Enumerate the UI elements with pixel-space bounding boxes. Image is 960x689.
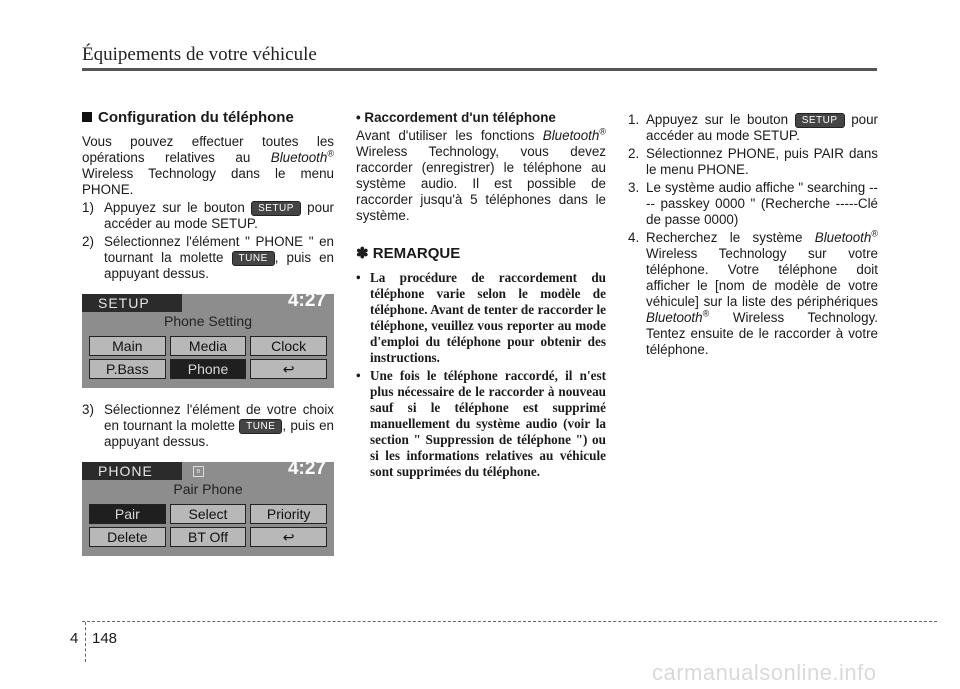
step-4: 4. Recherchez le système Bluetooth® Wireless Technology sur votre téléphone. Votre téléphone doit afficher le [nom de modèle de votre véhicule] sur la liste des périphériques Bluetooth® Wireless Technology. Tentez ensuite de le raccorder à votre téléphone. (628, 228, 878, 357)
tune-knob-badge: TUNE (239, 419, 282, 434)
setup-button-badge: SETUP (795, 113, 845, 128)
pairing-paragraph: Avant d'utiliser les fonctions Bluetooth® Wireless Technology, vous devez raccorder (enregistrer) le téléphone au système audio. Il est possible de raccorder jusqu'à 5 téléphones dans le système. (356, 126, 606, 223)
return-icon: ↩ (250, 359, 327, 379)
screen-button-pair: Pair (89, 504, 166, 524)
list-item: • Une fois le téléphone raccordé, il n'est plus nécessaire de le raccorder à nouveau sauf si le téléphone est supprimé manuellement du système audio (voir la section " Suppression de téléphone ") ou si les informations relatives au véhicule sont supprimées du téléphone. (356, 368, 606, 479)
step-3: 3) Sélectionnez l'élément de votre choix en tournant la molette TUNE , puis en appuyant dessus. (82, 402, 334, 449)
section-heading: Configuration du téléphone (82, 110, 334, 126)
screen-tab: PHONE (82, 462, 182, 480)
screen-clock: 4:27 (287, 290, 326, 311)
intro-paragraph: Vous pouvez effectuer toutes les opérations relatives au Bluetooth® Wireless Technology dans le menu PHONE. (82, 134, 334, 197)
step-3: 3. Le système audio affiche " searching ---- passkey 0000 " (Recherche -----Clé de passe 0000) (628, 180, 878, 227)
remark-title: ✽ REMARQUE (356, 245, 461, 262)
phone-screen-image (82, 458, 334, 556)
screen-button-media: Media (170, 336, 247, 356)
header-rule (82, 68, 877, 71)
sub-heading: • Raccordement d'un téléphone (356, 110, 556, 125)
step-2: 2. Sélectionnez PHONE, puis PAIR dans le menu PHONE. (628, 146, 878, 177)
column-middle (356, 110, 606, 480)
screen-button-priority: Priority (250, 504, 327, 524)
screen-button-main: Main (89, 336, 166, 356)
chapter-number: 4 (70, 630, 79, 647)
column-left (82, 110, 334, 570)
footer-divider (85, 622, 86, 662)
bluetooth-icon: ʙ (193, 466, 204, 477)
tune-knob-badge: TUNE (232, 251, 275, 266)
watermark: carmanualsonline.info (652, 660, 877, 685)
screen-button-select: Select (170, 504, 247, 524)
page-number: 148 (92, 630, 118, 647)
footer-rule (82, 621, 937, 622)
screen-button-pbass: P.Bass (89, 359, 166, 379)
column-right (628, 110, 878, 358)
step-1: 1) Appuyez sur le bouton SETUP pour accéder au mode SETUP. (82, 200, 334, 231)
return-icon: ↩ (250, 527, 327, 547)
list-item: • La procédure de raccordement du téléphone varie selon le modèle de téléphone. Avant de tenter de raccorder le téléphone, veuillez vous reporter au mode d'emploi du téléphone pour obtenir des instructions. (356, 270, 606, 365)
step-2: 2) Sélectionnez l'élément " PHONE " en tournant la molette TUNE , puis en appuyant dessus. (82, 234, 334, 281)
screen-clock: 4:27 (287, 458, 326, 479)
screen-button-bt-off: BT Off (170, 527, 247, 547)
square-bullet-icon (82, 112, 92, 122)
setup-button-badge: SETUP (251, 201, 301, 216)
screen-subtitle: Pair Phone (173, 481, 243, 497)
screen-button-clock: Clock (250, 336, 327, 356)
screen-subtitle: Phone Setting (164, 313, 252, 329)
screen-button-delete: Delete (89, 527, 166, 547)
screen-tab: SETUP (82, 294, 182, 312)
screen-button-phone: Phone (170, 359, 247, 379)
page-header-title: Équipements de votre véhicule (82, 44, 317, 65)
setup-screen-image (82, 290, 334, 388)
step-1: 1. Appuyez sur le bouton SETUP pour accéder au mode SETUP. (628, 112, 878, 143)
remark-list (356, 270, 606, 480)
